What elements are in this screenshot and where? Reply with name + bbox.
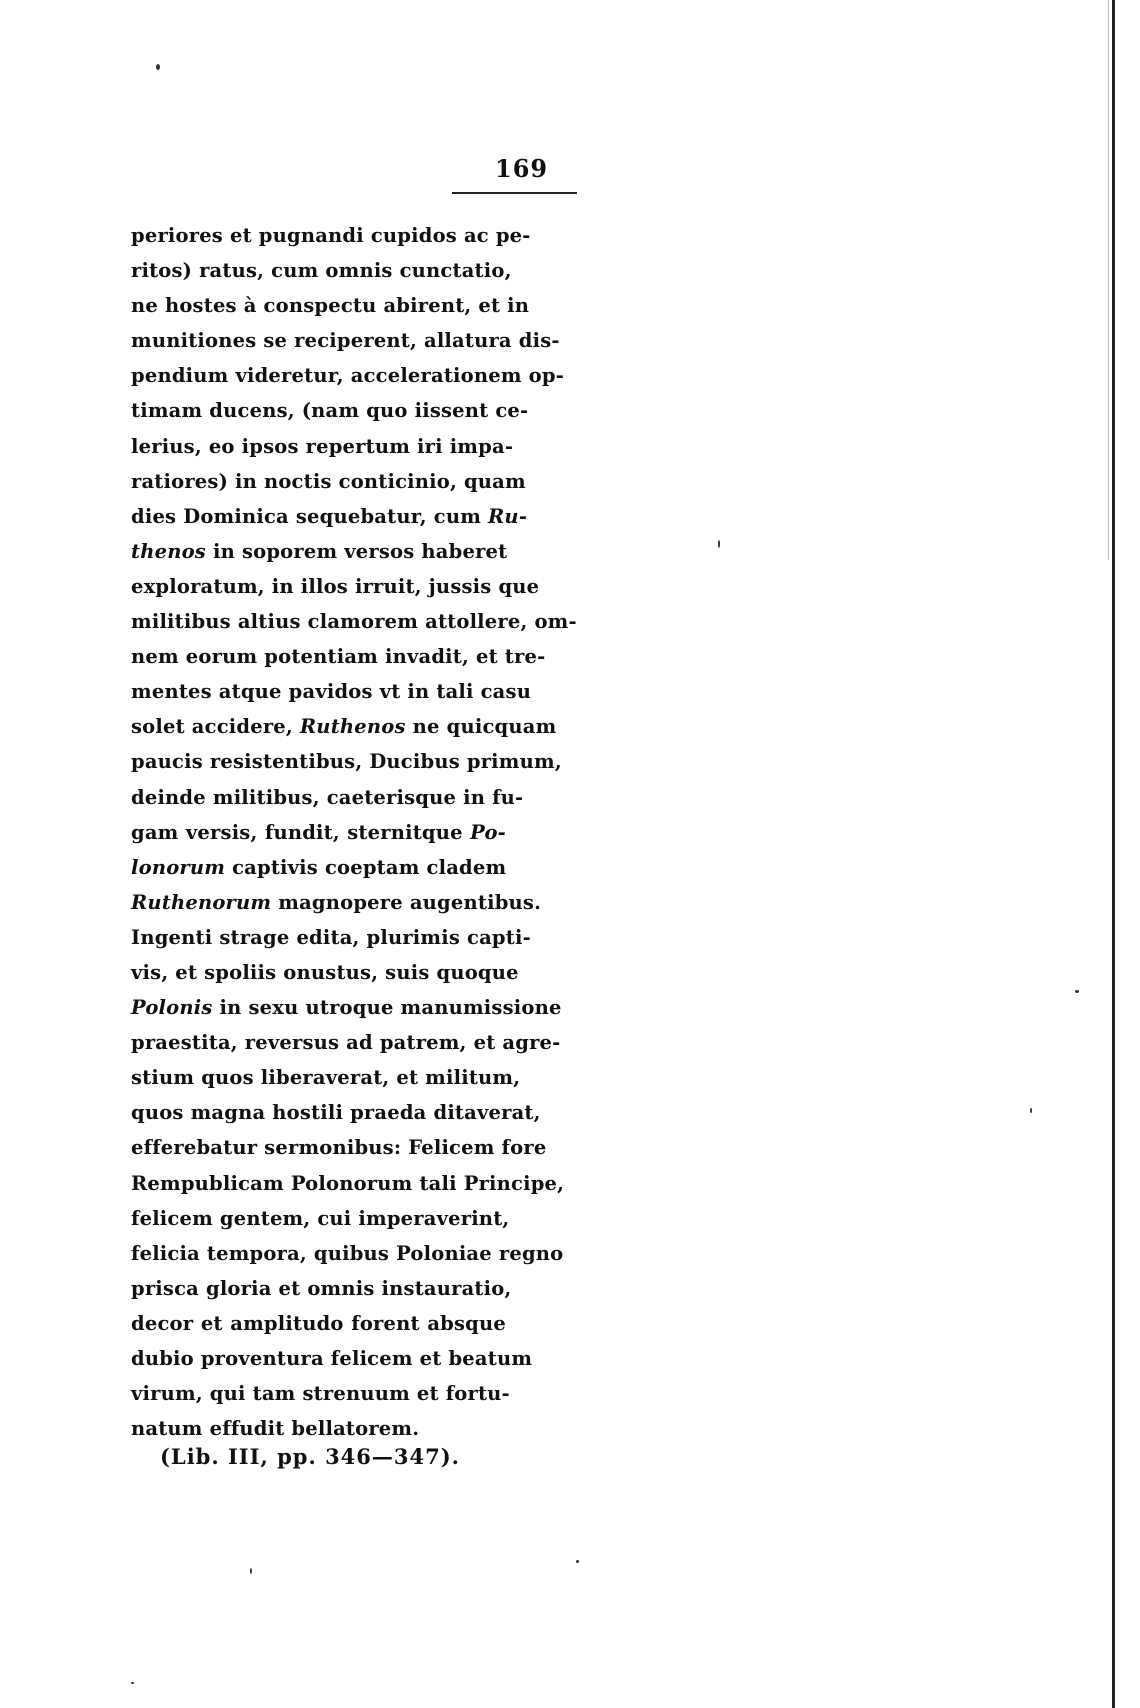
italic-word: Ruthenos	[299, 715, 406, 739]
body-text	[131, 218, 577, 1446]
text-line: natum effudit bellatorem.	[131, 1417, 420, 1441]
text-line: Rempublicam Polonorum tali Principe,	[131, 1171, 565, 1195]
text-line: decor et amplitudo forent absque	[131, 1311, 506, 1335]
text-line: pendium videretur, accelerationem op-	[131, 364, 565, 388]
page-edge-line	[1112, 0, 1115, 1708]
scan-speck	[1075, 990, 1079, 993]
italic-word: Ruthenorum	[131, 890, 272, 914]
text-line: ratiores) in noctis conticinio, quam	[131, 469, 526, 493]
citation: (Lib. III, pp. 346—347).	[160, 1444, 460, 1469]
text-line: ne hostes à conspectu abirent, et in	[131, 294, 530, 318]
text-line: gam versis, fundit, sternitque Po-	[131, 820, 506, 844]
text-line: Ingenti strage edita, plurimis capti-	[131, 925, 531, 949]
text-line: paucis resistentibus, Ducibus primum,	[131, 750, 562, 774]
scan-speck	[576, 1560, 579, 1563]
text-line: militibus altius clamorem attollere, om-	[131, 610, 577, 634]
text-line: mentes atque pavidos vt in tali casu	[131, 680, 532, 704]
text-line: periores et pugnandi cupidos ac pe-	[131, 224, 531, 247]
scan-speck	[131, 1682, 134, 1684]
text-line: munitiones se reciperent, allatura dis-	[131, 329, 560, 353]
page-number: 169	[495, 154, 549, 183]
text-line: virum, qui tam strenuum et fortu-	[131, 1382, 510, 1406]
text-line: Ruthenorum magnopere augentibus.	[131, 890, 542, 914]
italic-word: Po-	[470, 820, 506, 844]
text-line: deinde militibus, caeterisque in fu-	[131, 785, 524, 809]
italic-word: Polonis	[131, 996, 213, 1020]
text-line: praestita, reversus ad patrem, et agre-	[131, 1031, 561, 1055]
text-line: dubio proventura felicem et beatum	[131, 1347, 533, 1370]
text-line: prisca gloria et omnis instauratio,	[131, 1276, 512, 1300]
text-line: stium quos liberaverat, et militum,	[131, 1066, 521, 1090]
scan-speck	[250, 1568, 252, 1574]
text-line: lonorum captivis coeptam cladem	[131, 855, 507, 879]
text-line: efferebatur sermonibus: Felicem fore	[131, 1136, 547, 1160]
text-line: nem eorum potentiam invadit, et tre-	[131, 645, 546, 669]
text-line: exploratum, in illos irruit, jussis que	[131, 574, 540, 598]
text-line: lerius, eo ipsos repertum iri impa-	[131, 434, 514, 458]
italic-word: lonorum	[131, 855, 226, 879]
text-line: felicia tempora, quibus Poloniae regno	[131, 1241, 564, 1265]
text-line: Polonis in sexu utroque manumissione	[131, 996, 562, 1020]
scan-speck	[718, 540, 720, 548]
italic-word: thenos	[131, 539, 206, 563]
scan-speck	[156, 64, 160, 70]
page-edge-shadow	[1108, 0, 1109, 560]
text-line: quos magna hostili praeda ditaverat,	[131, 1101, 541, 1125]
scan-speck	[1030, 1108, 1032, 1113]
text-line: ritos) ratus, cum omnis cunctatio,	[131, 259, 512, 283]
italic-word: Ru-	[488, 504, 528, 528]
text-line: thenos in soporem versos haberet	[131, 539, 508, 563]
text-line: solet accidere, Ruthenos ne quicquam	[131, 715, 557, 739]
text-line: felicem gentem, cui imperaverint,	[131, 1206, 510, 1230]
text-line: vis, et spoliis onustus, suis quoque	[131, 960, 519, 984]
text-line: timam ducens, (nam quo iissent ce-	[131, 399, 529, 423]
text-line: dies Dominica sequebatur, cum Ru-	[131, 504, 528, 528]
header-rule	[452, 192, 577, 194]
